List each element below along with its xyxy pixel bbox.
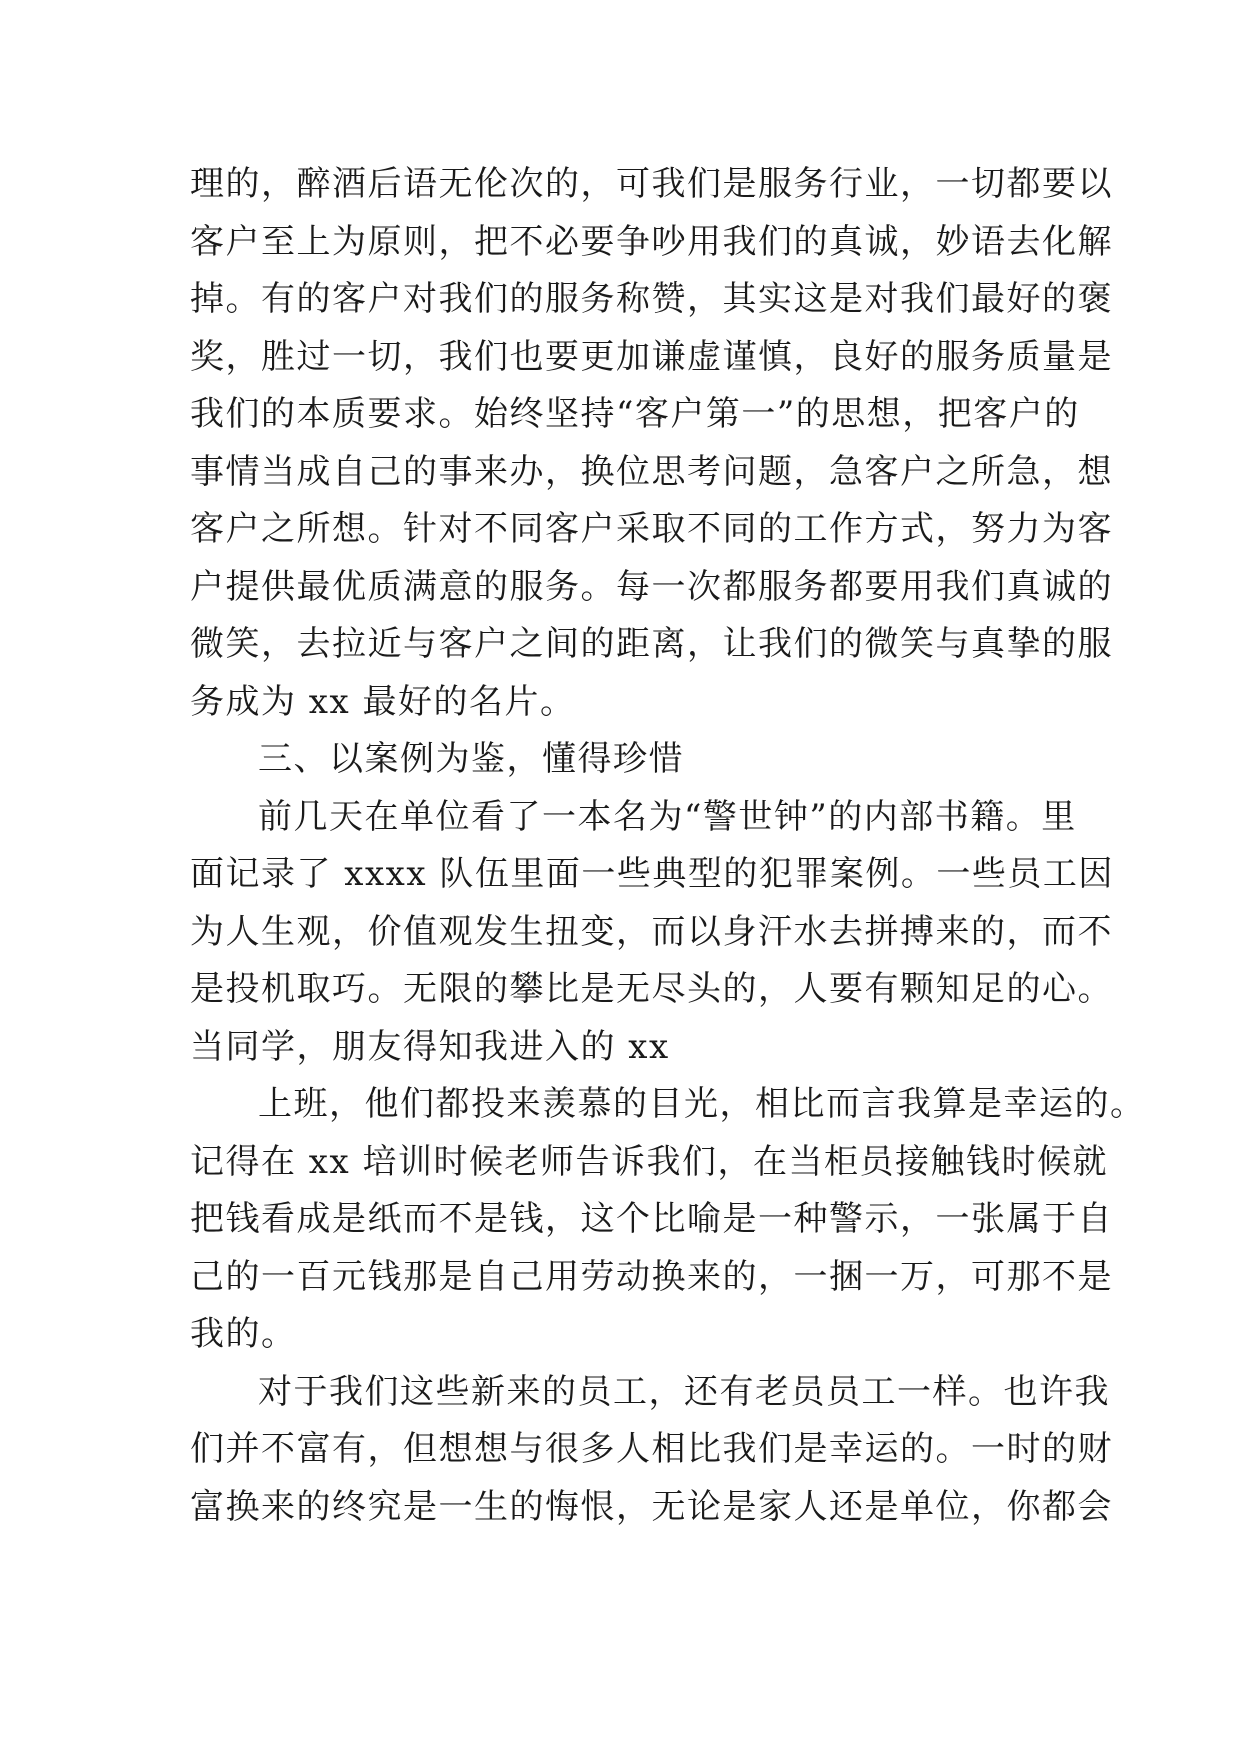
text-line: 我们的本质要求。始终坚持“客户第一”的思想，把客户的 xyxy=(190,394,1080,434)
text-line: 事情当成自己的事来办，换位思考问题，急客户之所急，想 xyxy=(190,451,1113,492)
text-line: 务成为 xx 最好的名片。 xyxy=(190,681,576,722)
text-line: 当同学，朋友得知我进入的 xx xyxy=(190,1026,670,1067)
text-line: 奖，胜过一切，我们也要更加谦虚谨慎，良好的服务质量是 xyxy=(190,336,1113,377)
text-line: 上班，他们都投来羡慕的目光，相比而言我算是幸运的。 xyxy=(258,1084,1146,1124)
text-line: 理的，醉酒后语无伦次的，可我们是服务行业，一切都要以 xyxy=(190,164,1113,204)
text-line: 面记录了 xxxx 队伍里面一些典型的犯罪案例。一些员工因 xyxy=(190,854,1114,894)
text-line: 把钱看成是纸而不是钱，这个比喻是一种警示，一张属于自 xyxy=(190,1199,1113,1239)
text-line: 户提供最优质满意的服务。每一次都服务都要用我们真诚的 xyxy=(190,566,1113,607)
text-line: 记得在 xx 培训时候老师告诉我们，在当柜员接触钱时候就 xyxy=(190,1141,1108,1182)
text-line: 微笑，去拉近与客户之间的距离，让我们的微笑与真挚的服 xyxy=(190,624,1113,664)
text-line: 为人生观，价值观发生扭变，而以身汗水去拼搏来的，而不 xyxy=(190,911,1113,952)
text-line: 是投机取巧。无限的攀比是无尽头的，人要有颗知足的心。 xyxy=(190,969,1113,1009)
text-line: 富换来的终究是一生的悔恨，无论是家人还是单位，你都会 xyxy=(190,1486,1113,1527)
text-line: 客户之所想。针对不同客户采取不同的工作方式，努力为客 xyxy=(190,509,1113,549)
text-line: 们并不富有，但想想与很多人相比我们是幸运的。一时的财 xyxy=(190,1429,1113,1469)
section-heading: 三、以案例为鉴，懂得珍惜 xyxy=(258,739,684,779)
text-line: 己的一百元钱那是自己用劳动换来的，一捆一万，可那不是 xyxy=(190,1256,1113,1297)
text-line: 前几天在单位看了一本名为“警世钟”的内部书籍。里 xyxy=(258,796,1077,837)
text-line: 我的。 xyxy=(190,1314,297,1354)
body-text xyxy=(190,156,1146,1536)
text-line: 掉。有的客户对我们的服务称赞，其实这是对我们最好的褒 xyxy=(190,279,1113,319)
text-line: 对于我们这些新来的员工，还有老员员工一样。也许我 xyxy=(258,1371,1110,1412)
text-line: 客户至上为原则，把不必要争吵用我们的真诚，妙语去化解 xyxy=(190,221,1113,262)
